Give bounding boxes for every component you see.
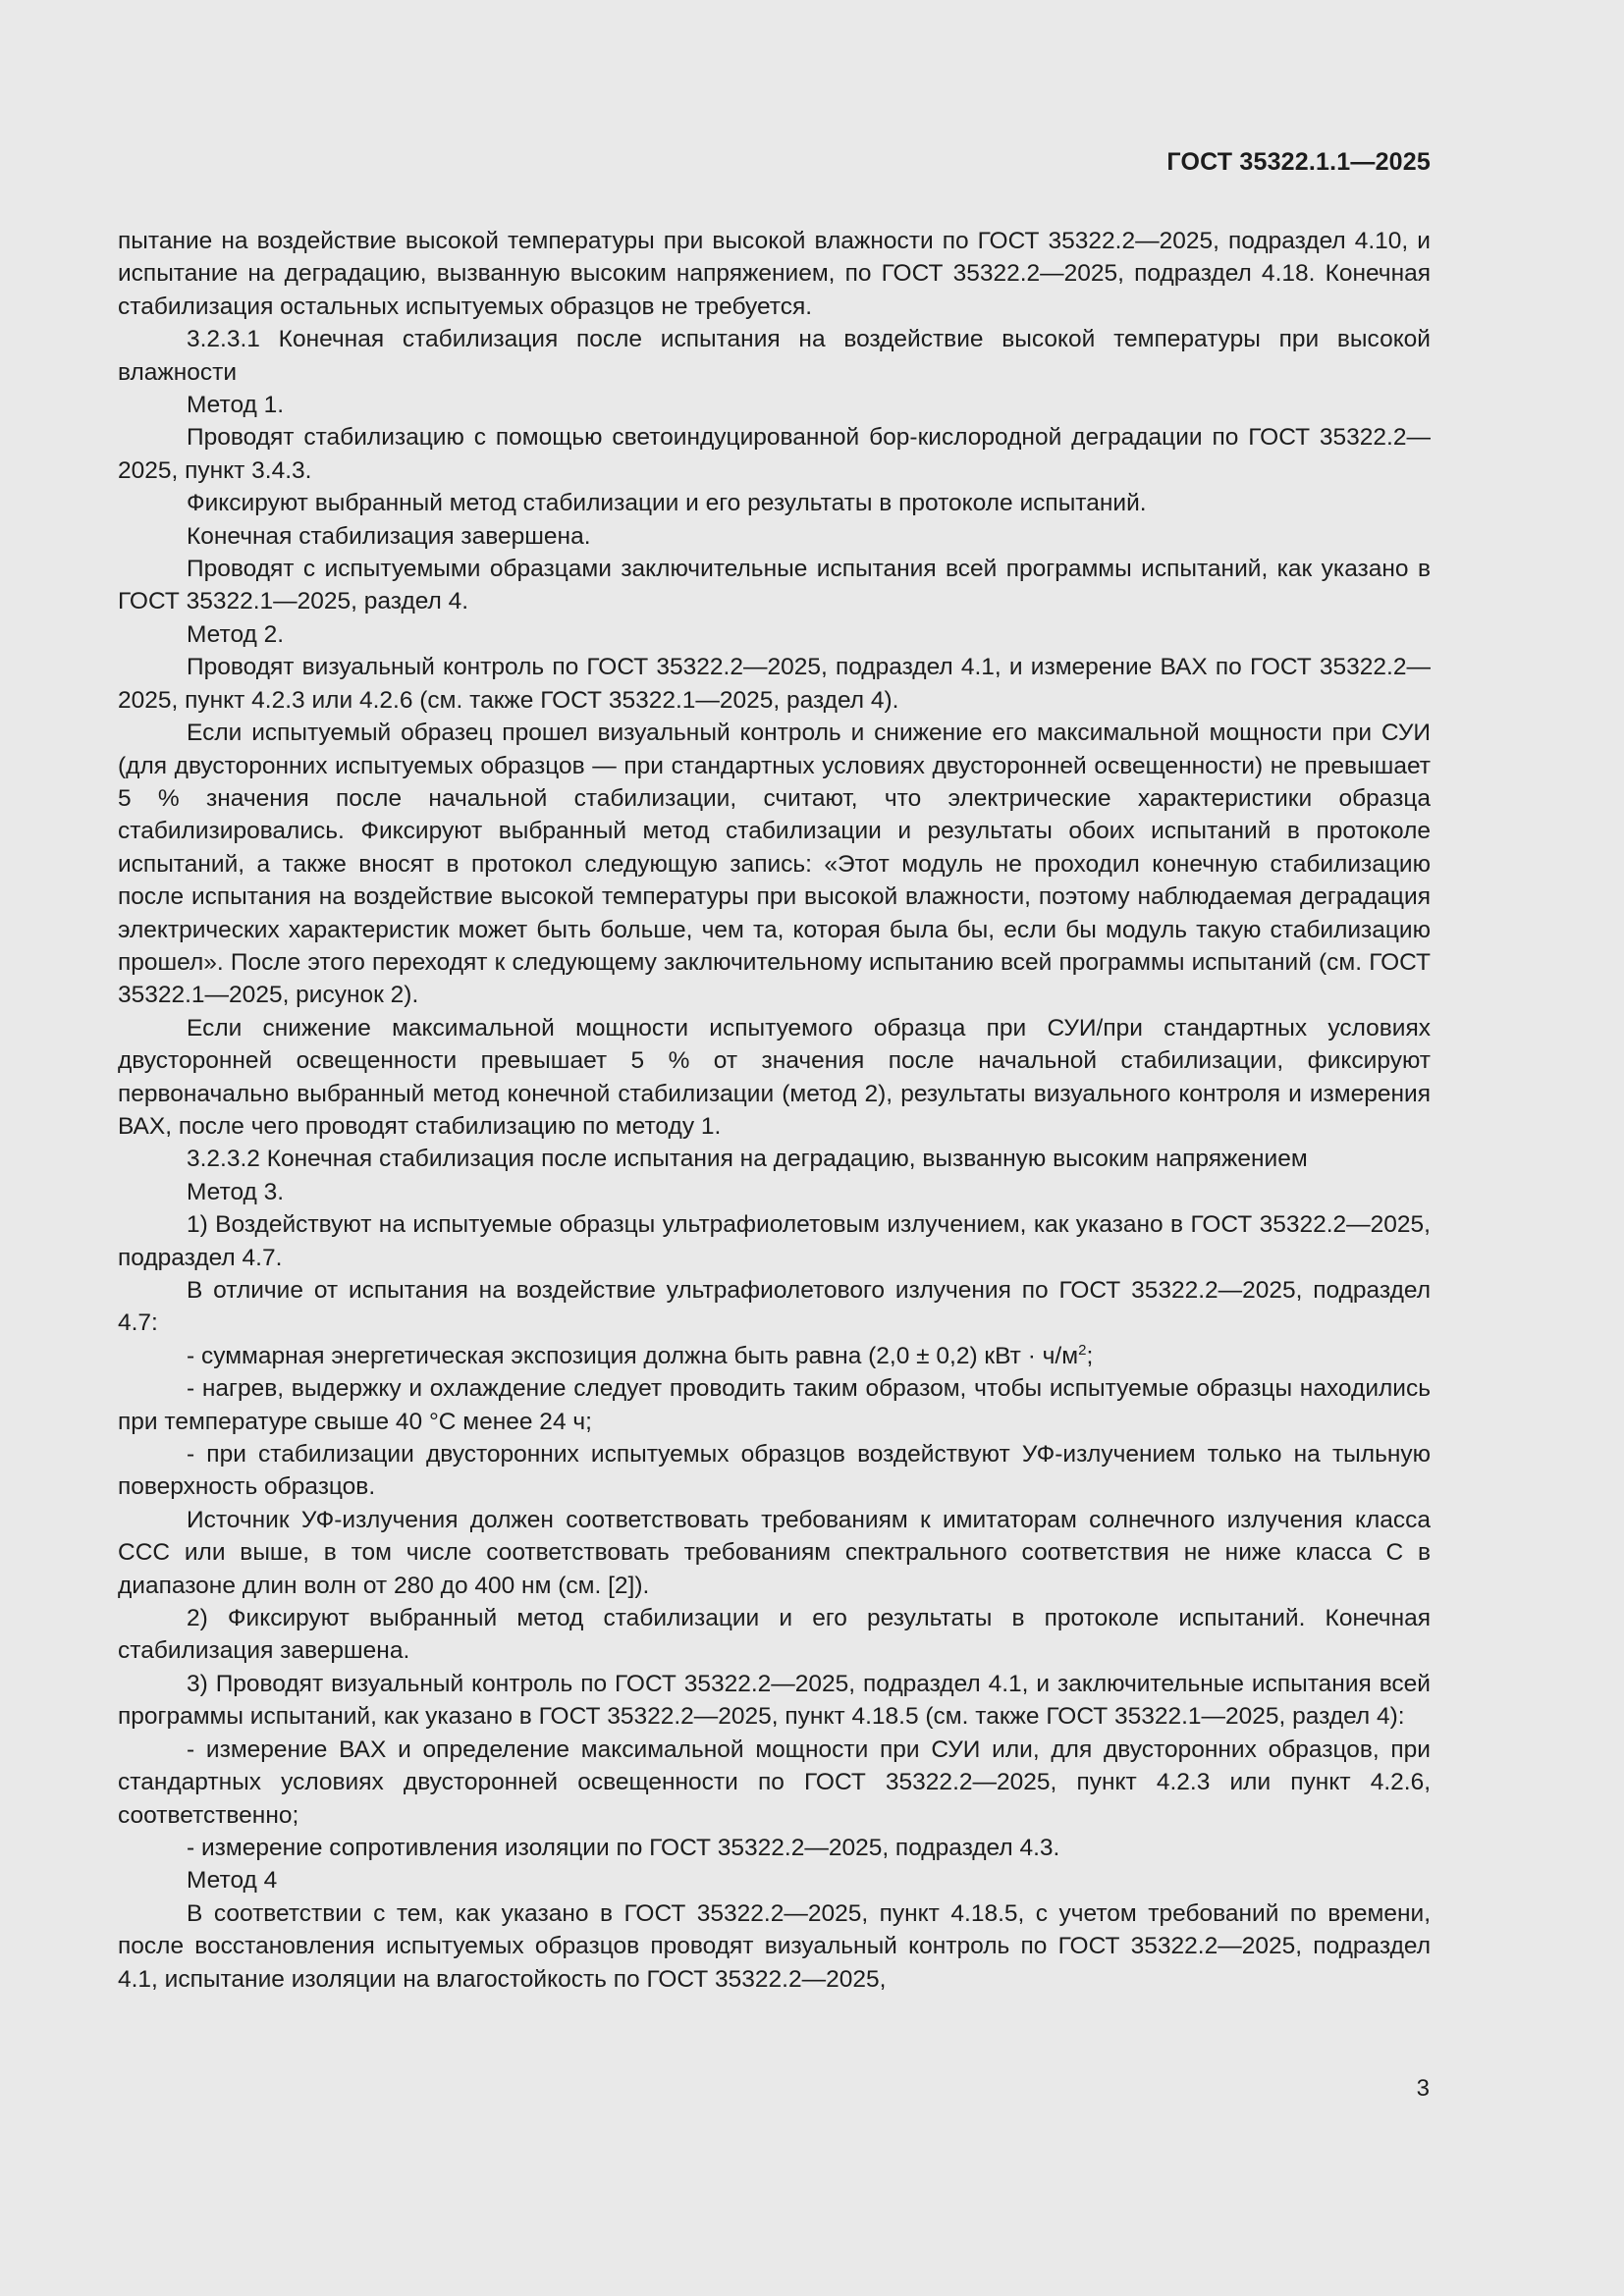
paragraph — [118, 1176, 1431, 1208]
paragraph-text: - при стабилизации двусторонних испытуемых образцов воздействуют УФ-излучением только на тыльную поверхность образцов. — [118, 1441, 1431, 1501]
paragraph-text: 3.2.3.2 Конечная стабилизация после испытания на деградацию, вызванную высоким напряжением — [187, 1146, 1308, 1173]
paragraph-text: Проводят визуальный контроль по ГОСТ 35322.2—2025, подраздел 4.1, и измерение ВАХ по ГОСТ 35322.2—2025, пункт 4.2.3 или 4.2.6 (см. также ГОСТ 35322.1—2025, раздел 4). — [118, 654, 1431, 714]
paragraph-text: Источник УФ-излучения должен соответствовать требованиям к имитаторам солнечного излучения класса ССС или выше, в том числе соответствовать требованиям спектрального соответствия не ниже класса С в диапазоне длин волн от 280 до 400 нм (см. [2]). — [118, 1506, 1431, 1599]
paragraph — [118, 389, 1431, 421]
paragraph-text: В соответствии с тем, как указано в ГОСТ 35322.2—2025, пункт 4.18.5, с учетом требований по времени, после восстановления испытуемых образцов проводят визуальный контроль по ГОСТ 35322.2—2025, подраздел 4.1, испытание изоляции на влагостойкость по ГОСТ 35322.2—2025, — [118, 1899, 1431, 1993]
paragraph-text: Метод 1. — [187, 392, 285, 419]
paragraph — [118, 323, 1431, 389]
paragraph-text: 3.2.3.1 Конечная стабилизация после испытания на воздействие высокой температуры при высокой влажности — [118, 326, 1431, 386]
paragraph — [118, 1438, 1431, 1504]
page-number: 3 — [1416, 2075, 1430, 2102]
paragraph — [118, 1372, 1431, 1438]
superscript: 2 — [1078, 1341, 1087, 1359]
paragraph-text: Метод 2. — [187, 620, 285, 648]
paragraph — [118, 618, 1431, 651]
document-body — [118, 225, 1431, 1996]
paragraph — [118, 1504, 1431, 1602]
paragraph — [118, 487, 1431, 519]
paragraph — [118, 225, 1431, 323]
paragraph — [118, 1602, 1431, 1668]
paragraph — [118, 1274, 1431, 1340]
paragraph-text: В отличие от испытания на воздействие ультрафиолетового излучения по ГОСТ 35322.2—2025, подраздел 4.7: — [118, 1277, 1431, 1337]
paragraph-text: пытание на воздействие высокой температуры при высокой влажности по ГОСТ 35322.2—2025, подраздел 4.10, и испытание на деградацию, вызванную высоким напряжением, по ГОСТ 35322.2—2025, подраздел 4.18. Конечная стабилизация остальных испытуемых образцов не требуется. — [118, 228, 1431, 320]
paragraph-text: Метод 4 — [187, 1867, 278, 1895]
paragraph — [118, 520, 1431, 553]
paragraph — [118, 1143, 1431, 1175]
paragraph — [118, 421, 1431, 487]
paragraph-text: Если испытуемый образец прошел визуальный контроль и снижение его максимальной мощности при СУИ (для двусторонних испытуемых образцов — при стандартных условиях двусторонней освещенности) не превышает 5 % значения после начальной стабилизации, считают, что электрические характеристики образца стабилизировались. Фиксируют выбранный метод стабилизации и результаты обоих испытаний в протоколе испытаний, а также вносят в протокол следующую запись: «Этот модуль не проходил конечную стабилизацию после испытания на воздействие высокой температуры при высокой влажности, поэтому наблюдаемая деградация электрических характеристик может быть больше, чем та, которая была бы, если бы модуль такую стабилизацию прошел». После этого переходят к следующему заключительному испытанию всей программы испытаний (см. ГОСТ 35322.1—2025, рисунок 2). — [118, 720, 1431, 1009]
paragraph — [118, 1734, 1431, 1832]
document-number-header: ГОСТ 35322.1.1—2025 — [1166, 148, 1431, 176]
paragraph-text: 3) Проводят визуальный контроль по ГОСТ 35322.2—2025, подраздел 4.1, и заключительные испытания всей программы испытаний, как указано в ГОСТ 35322.2—2025, пункт 4.18.5 (см. также ГОСТ 35322.1—2025, раздел 4): — [118, 1670, 1431, 1731]
paragraph — [118, 1897, 1431, 1996]
paragraph-text: 2) Фиксируют выбранный метод стабилизации и его результаты в протоколе испытаний. Конечная стабилизация завершена. — [118, 1605, 1431, 1665]
paragraph-text: - измерение ВАХ и определение максимальной мощности при СУИ или, для двусторонних образцов, при стандартных условиях двусторонней освещенности по ГОСТ 35322.2—2025, пункт 4.2.3 или пункт 4.2.6, соответственно; — [118, 1735, 1431, 1829]
paragraph-text: - суммарная энергетическая экспозиция должна быть равна (2,0 ± 0,2) кВт · ч/м — [187, 1342, 1079, 1369]
paragraph-text: Конечная стабилизация завершена. — [187, 522, 591, 550]
paragraph — [118, 651, 1431, 717]
paragraph — [118, 1832, 1431, 1864]
paragraph — [118, 1668, 1431, 1734]
paragraph — [118, 553, 1431, 618]
paragraph-text: 1) Воздействуют на испытуемые образцы ультрафиолетовым излучением, как указано в ГОСТ 35322.2—2025, подраздел 4.7. — [118, 1211, 1431, 1271]
paragraph — [118, 1208, 1431, 1274]
paragraph-text: Фиксируют выбранный метод стабилизации и его результаты в протоколе испытаний. — [187, 490, 1147, 517]
paragraph-text: Проводят с испытуемыми образцами заключительные испытания всей программы испытаний, как указано в ГОСТ 35322.1—2025, раздел 4. — [118, 556, 1431, 615]
paragraph-text: Проводят стабилизацию с помощью светоиндуцированной бор-кислородной деградации по ГОСТ 35322.2—2025, пункт 3.4.3. — [118, 424, 1431, 484]
paragraph-text: Если снижение максимальной мощности испытуемого образца при СУИ/при стандартных условиях двусторонней освещенности превышает 5 % от значения после начальной стабилизации, фиксируют первоначально выбранный метод конечной стабилизации (метод 2), результаты визуального контроля и измерения ВАХ, после чего проводят стабилизацию по методу 1. — [118, 1014, 1431, 1140]
paragraph-text: - измерение сопротивления изоляции по ГОСТ 35322.2—2025, подраздел 4.3. — [187, 1834, 1060, 1861]
paragraph-text: - нагрев, выдержку и охлаждение следует проводить таким образом, чтобы испытуемые образцы находились при температуре свыше 40 °С менее 24 ч; — [118, 1375, 1431, 1435]
paragraph — [118, 717, 1431, 1012]
paragraph — [118, 1012, 1431, 1144]
paragraph-text: Метод 3. — [187, 1178, 285, 1205]
paragraph-tail: ; — [1086, 1342, 1094, 1369]
paragraph — [118, 1864, 1431, 1896]
paragraph — [118, 1340, 1431, 1372]
